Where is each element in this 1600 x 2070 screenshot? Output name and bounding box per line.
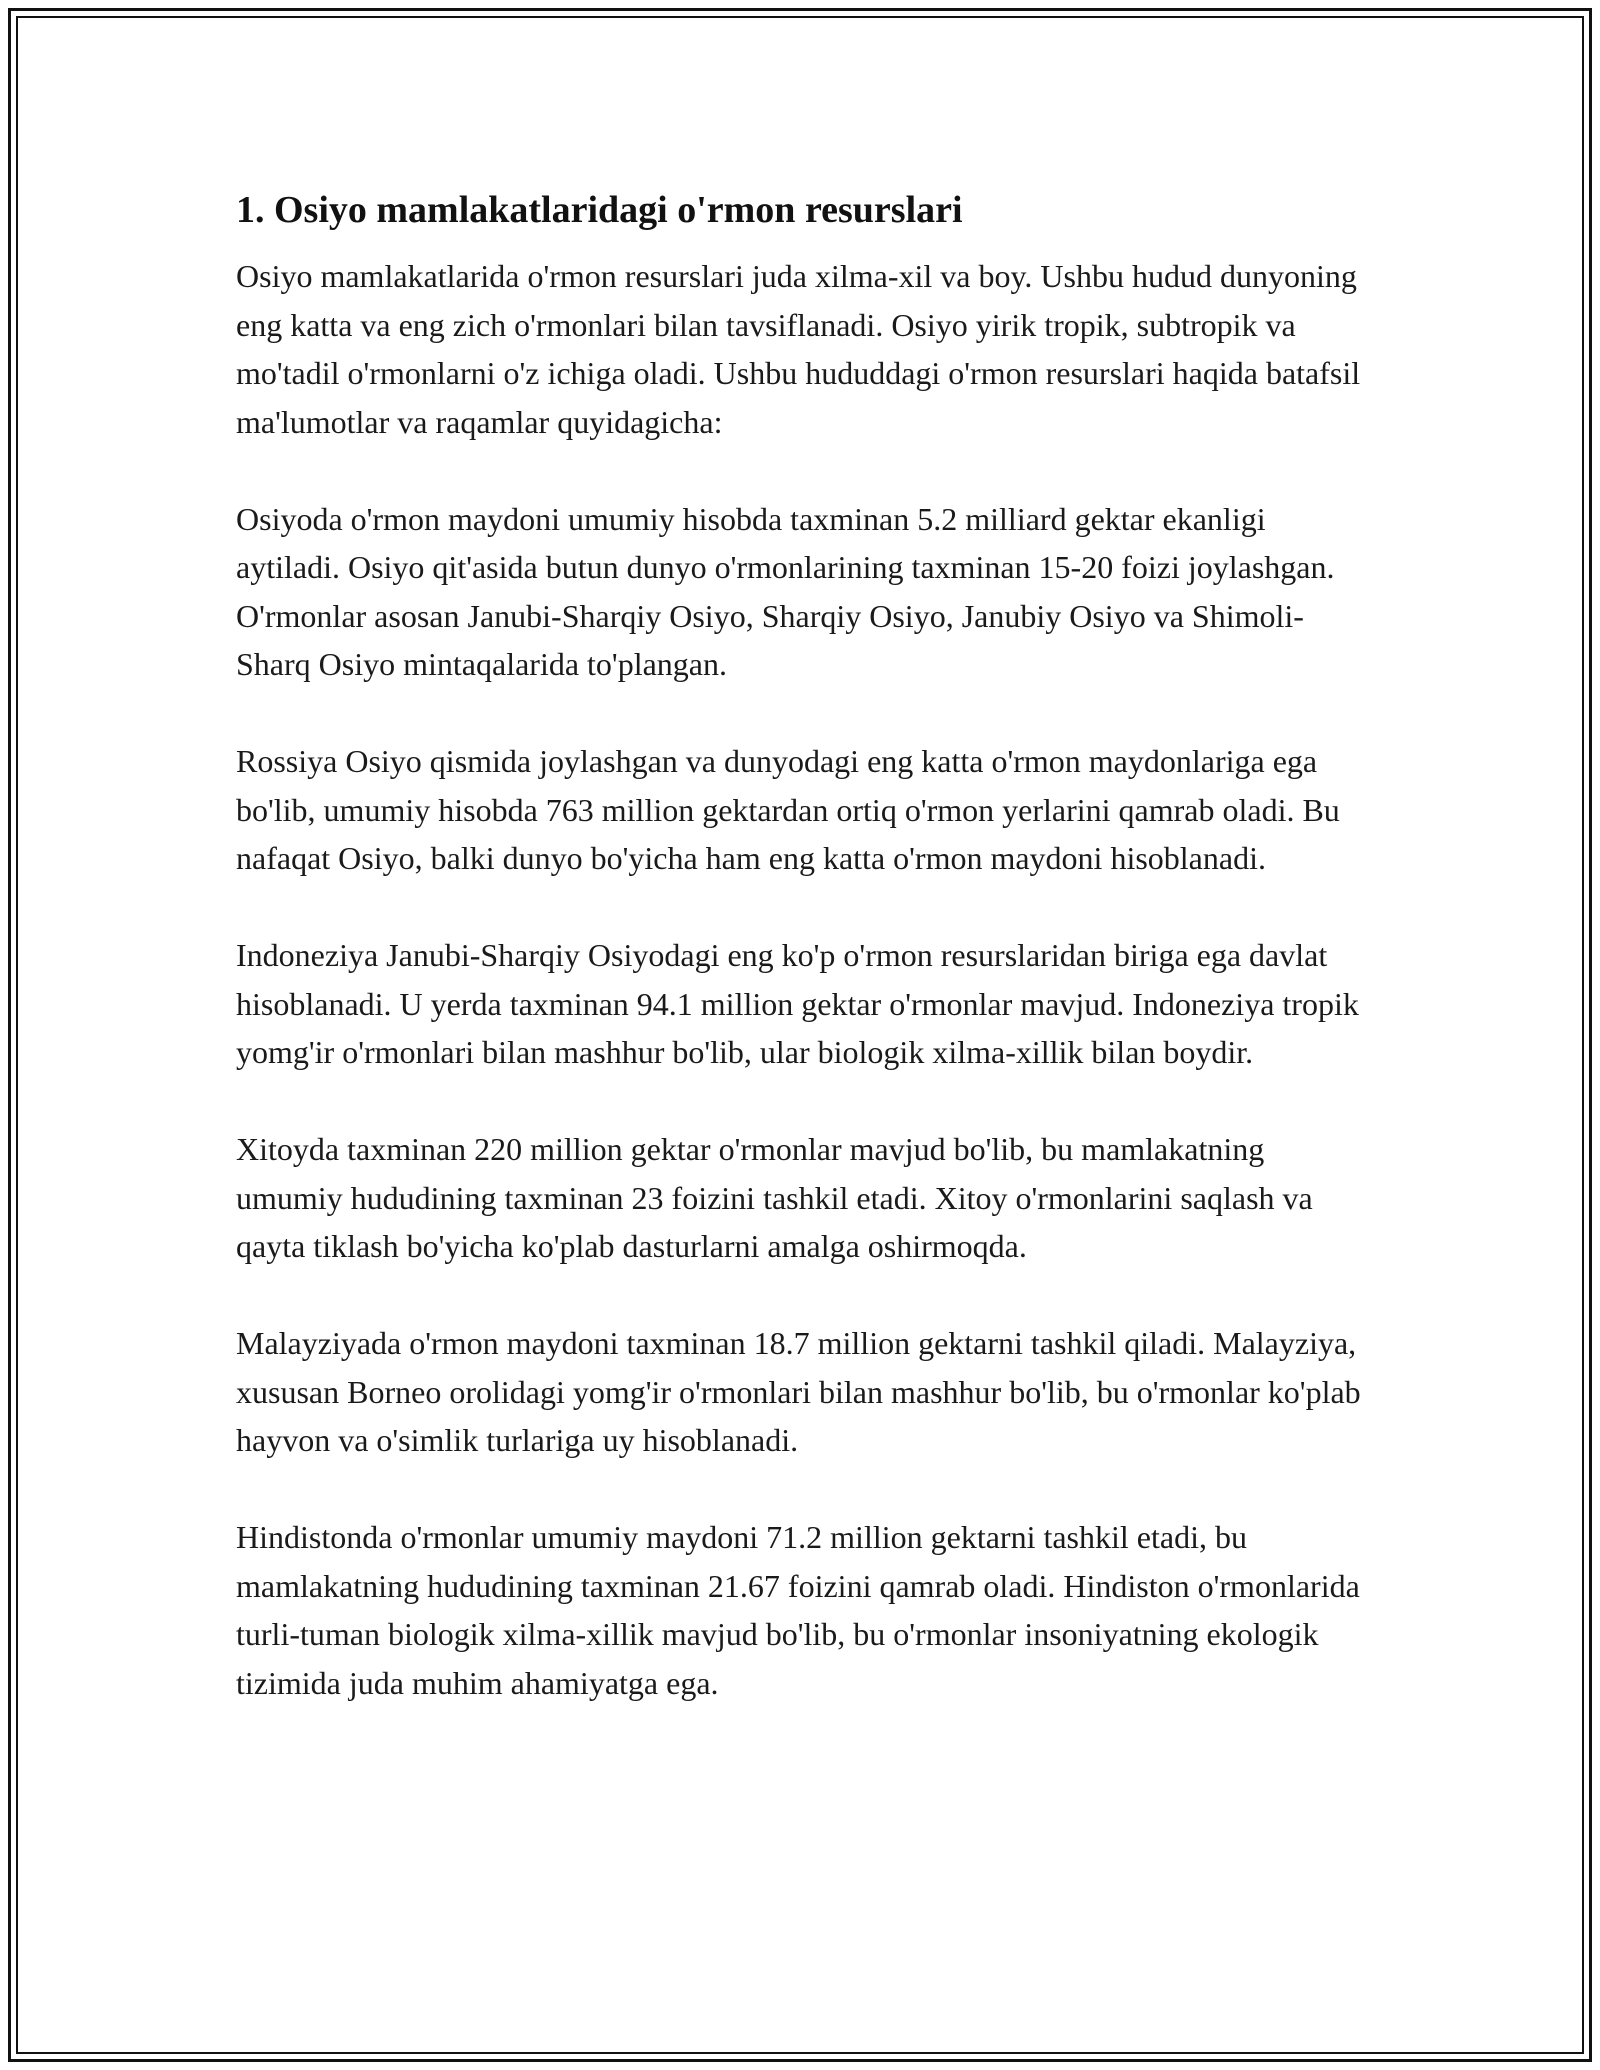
- paragraph-malaysia: Malayziyada o'rmon maydoni taxminan 18.7 million gektarni tashkil qiladi. Malayziya, xususan Borneo orolidagi yomg'ir o'rmonlari bilan mashhur bo'lib, bu o'rmonlar ko'plab hayvon va o'simlik turlariga uy hisoblanadi.: [236, 1325, 1361, 1458]
- paragraph-asia-forest-area: Osiyoda o'rmon maydoni umumiy hisobda taxminan 5.2 milliard gektar ekanligi aytiladi. Osiyo qit'asida butun dunyo o'rmonlarining taxminan 15-20 foizi joylashgan. O'rmonlar asosan Janubi-Sharqiy Osiyo, Sharqiy Osiyo, Janubiy Osiyo va Shimoli-Sharq Osiyo mintaqalarida to'plangan.: [236, 500, 1335, 682]
- document-body: [236, 186, 1366, 1707]
- paragraph-india: Hindistonda o'rmonlar umumiy maydoni 71.2 million gektarni tashkil etadi, bu mamlakatning hududining taxminan 21.67 foizini qamrab oladi. Hindiston o'rmonlarida turli-tuman biologik xilma-xillik mavjud bo'lib, bu o'rmonlar insoniyatning ekologik tizimida juda muhim ahamiyatga ega.: [236, 1519, 1360, 1701]
- paragraph-intro: Osiyo mamlakatlarida o'rmon resurslari juda xilma-xil va boy. Ushbu hudud dunyoning eng katta va eng zich o'rmonlari bilan tavsiflanadi. Osiyo yirik tropik, subtropik va mo'tadil o'rmonlarni o'z ichiga oladi. Ushbu hududdagi o'rmon resurslari haqida batafsil ma'lumotlar va raqamlar quyidagicha:: [236, 258, 1361, 440]
- section-title: 1. Osiyo mamlakatlaridagi o'rmon resurslari: [236, 189, 963, 231]
- paragraph-russia: Rossiya Osiyo qismida joylashgan va dunyodagi eng katta o'rmon maydonlariga ega bo'lib, umumiy hisobda 763 million gektardan ortiq o'rmon yerlarini qamrab oladi. Bu nafaqat Osiyo, balki dunyo bo'yicha ham eng katta o'rmon maydoni hisoblanadi.: [236, 743, 1340, 876]
- paragraph-china: Xitoyda taxminan 220 million gektar o'rmonlar mavjud bo'lib, bu mamlakatning umumiy hududining taxminan 23 foizini tashkil etadi. Xitoy o'rmonlarini saqlash va qayta tiklash bo'yicha ko'plab dasturlarni amalga oshirmoqda.: [236, 1131, 1313, 1264]
- paragraph-indonesia: Indoneziya Janubi-Sharqiy Osiyodagi eng ko'p o'rmon resurslaridan biriga ega davlat hisoblanadi. U yerda taxminan 94.1 million gektar o'rmonlar mavjud. Indoneziya tropik yomg'ir o'rmonlari bilan mashhur bo'lib, ular biologik xilma-xillik bilan boydir.: [236, 937, 1359, 1070]
